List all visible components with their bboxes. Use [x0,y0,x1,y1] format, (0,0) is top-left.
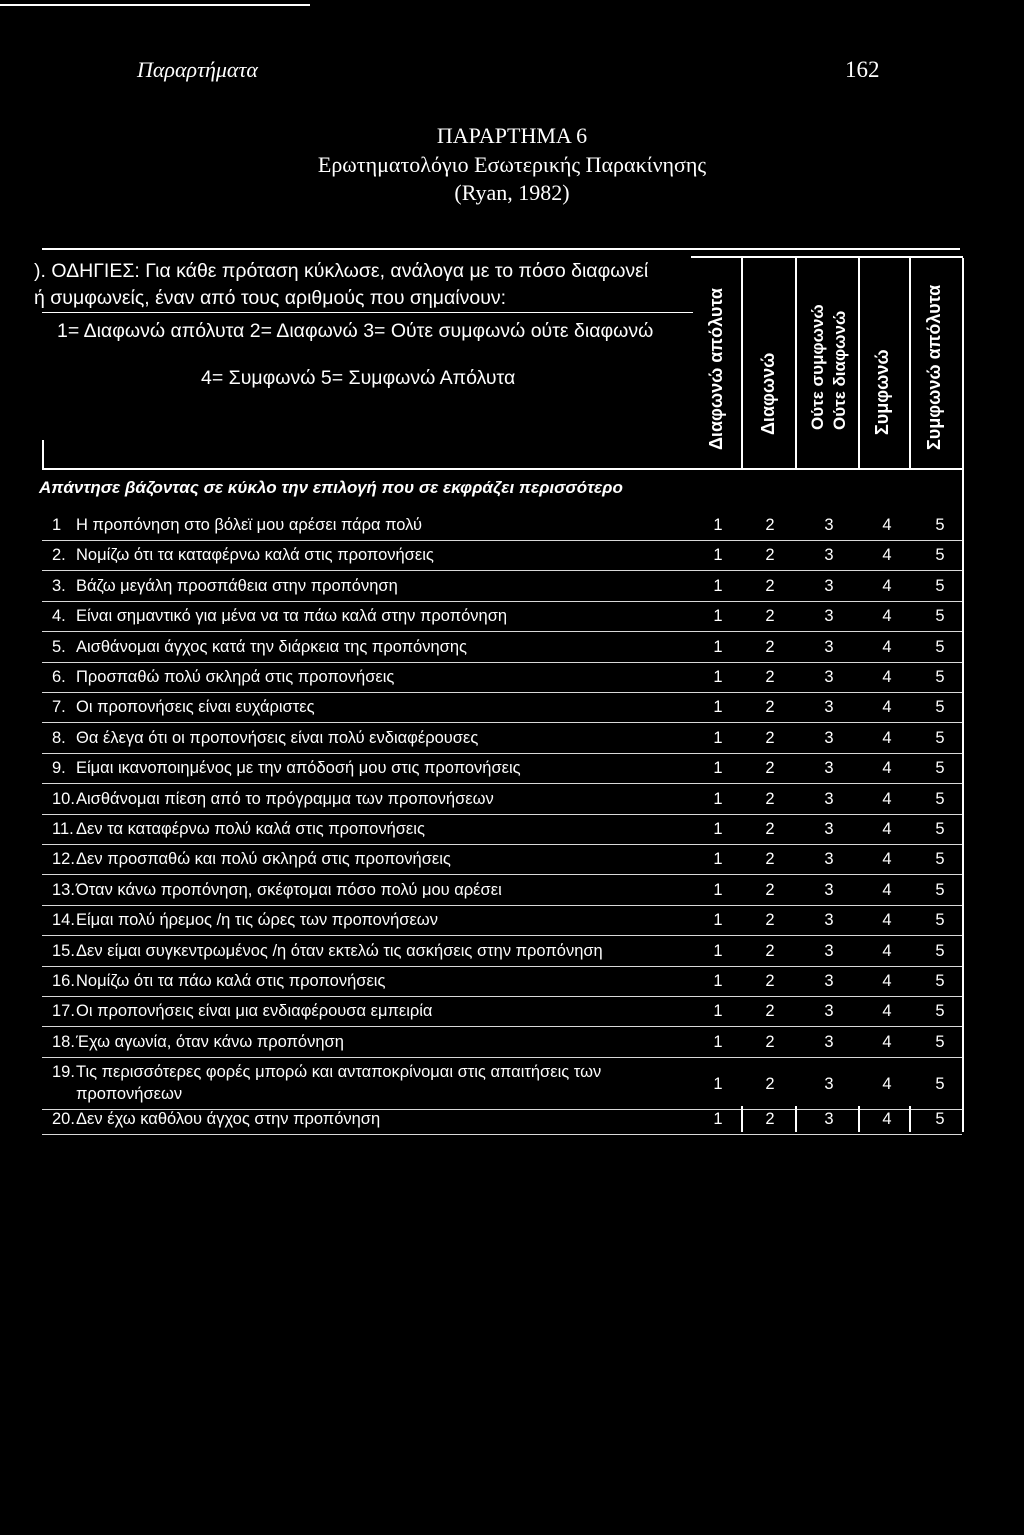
scale-option-3[interactable]: 3 [824,1075,834,1094]
row-divider [42,753,962,754]
scale-option-1[interactable]: 1 [713,820,723,838]
table-row [0,638,1024,668]
item-statement: Είμαι ικανοποιημένος με την απόδοσή μου στις προπονήσεις [76,759,521,778]
page-number: 162 [845,57,880,82]
item-number: 20. [52,1109,75,1128]
scale-option-5[interactable]: 5 [935,759,945,778]
item-number: 11. [52,820,74,838]
item-statement: Οι προπονήσεις είναι μια ενδιαφέρουσα εμπειρία [76,1002,433,1021]
scale-option-3[interactable]: 3 [824,972,834,990]
right-border [962,468,964,510]
row-divider [42,540,962,541]
table-row [0,607,1024,637]
row-divider [42,783,962,784]
scale-option-4[interactable]: 4 [882,1109,892,1128]
table-row [0,911,1024,941]
column-header-strongly-disagree: Διαφωνώ απόλυτα [706,288,726,450]
item-number: 2. [52,546,66,565]
last-row-column-divider [858,1106,860,1132]
scale-option-4[interactable]: 4 [882,972,892,990]
scale-option-3[interactable]: 3 [824,789,834,808]
scale-option-4[interactable]: 4 [882,880,892,899]
item-number: 13. [52,880,75,899]
scale-option-1[interactable]: 1 [713,516,723,534]
row-divider [42,996,962,997]
column-header-bottom-rule [42,468,962,470]
column-header-disagree: Διαφωνώ [758,352,778,435]
scale-legend-line-2: 4= Συμφωνώ 5= Συμφωνώ Απόλυτα [201,367,516,389]
scale-option-4[interactable]: 4 [882,1075,892,1094]
scale-option-2[interactable]: 2 [765,941,775,960]
scale-option-3[interactable]: 3 [824,941,834,960]
scale-option-4[interactable]: 4 [882,820,892,838]
scale-option-1[interactable]: 1 [713,1075,723,1094]
table-row [0,942,1024,972]
item-number: 7. [52,698,66,717]
scale-option-3[interactable]: 3 [824,911,834,930]
scale-option-3[interactable]: 3 [824,759,834,778]
column-header-strongly-agree: Συμφωνώ απόλυτα [924,284,944,450]
scale-option-5[interactable]: 5 [935,972,945,990]
item-number: 12. [52,850,75,869]
item-statement: Τις περισσότερες φορές μπορώ και ανταποκρίνομαι στις απαιτήσεις των [76,1063,602,1082]
scale-option-3[interactable]: 3 [824,516,834,534]
item-number: 15. [52,941,75,960]
scale-option-3[interactable]: 3 [824,820,834,838]
row-divider [42,662,962,663]
scale-legend-line-1: 1= Διαφωνώ απόλυτα 2= Διαφωνώ 3= Ούτε συμφωνώ ούτε διαφωνώ [57,320,654,342]
scale-option-5[interactable]: 5 [935,1075,945,1094]
item-number: 19. [52,1063,75,1082]
scale-option-4[interactable]: 4 [882,759,892,778]
scale-option-1[interactable]: 1 [713,1109,723,1128]
scale-option-4[interactable]: 4 [882,941,892,960]
scale-option-4[interactable]: 4 [882,668,892,686]
row-divider [42,874,962,875]
column-header-neutral-line-2: Ούτε διαφωνώ [830,310,849,430]
scale-option-5[interactable]: 5 [935,1002,945,1021]
item-statement: Είναι σημαντικό για μένα να τα πάω καλά στην προπόνηση [76,607,508,626]
scale-option-4[interactable]: 4 [882,1032,892,1051]
item-statement: Δεν προσπαθώ και πολύ σκληρά στις προπονήσεις [76,850,451,869]
scale-option-1[interactable]: 1 [713,880,723,899]
scale-option-4[interactable]: 4 [882,728,892,747]
scale-option-1[interactable]: 1 [713,607,723,626]
scale-option-2[interactable]: 2 [765,516,775,534]
last-row-column-divider [909,1106,911,1132]
scale-option-5[interactable]: 5 [935,698,945,717]
column-header-neutral-line-1: Ούτε συμφωνώ [808,304,827,430]
instructions-line-2: ή συμφωνείς, έναν από τους αριθμούς που σημαίνουν: [34,287,507,309]
column-divider [858,258,860,468]
row-divider [42,722,962,723]
scale-option-5[interactable]: 5 [935,789,945,808]
scale-option-2[interactable]: 2 [765,911,775,930]
left-margin-line [42,440,44,470]
scale-option-5[interactable]: 5 [935,546,945,565]
appendix-title: ΠΑΡΑΡΤΗΜΑ 6 [436,123,588,148]
scale-option-2[interactable]: 2 [765,728,775,747]
scale-option-1[interactable]: 1 [713,576,723,595]
table-row [0,546,1024,576]
scale-option-4[interactable]: 4 [882,576,892,595]
scale-option-3[interactable]: 3 [824,1002,834,1021]
row-divider [42,814,962,815]
scale-option-4[interactable]: 4 [882,850,892,869]
instructions-line-1: ). ΟΔΗΓΙΕΣ: Για κάθε πρόταση κύκλωσε, ανάλογα με το πόσο διαφωνεί [34,260,649,282]
scale-option-1[interactable]: 1 [713,1002,723,1021]
item-statement: Δεν τα καταφέρνω πολύ καλά στις προπονήσεις [76,820,425,838]
header-rule [42,248,960,250]
scale-option-2[interactable]: 2 [765,546,775,565]
item-number: 6. [52,668,66,686]
row-divider [42,1134,962,1135]
item-statement: Έχω αγωνία, όταν κάνω προπόνηση [76,1032,344,1051]
scale-option-5[interactable]: 5 [935,1109,945,1128]
item-statement: Νομίζω ότι τα πάω καλά στις προπονήσεις [76,972,386,990]
scale-option-2[interactable]: 2 [765,1109,775,1128]
item-statement: Η προπόνηση στο βόλεϊ μου αρέσει πάρα πολύ [76,516,423,534]
scale-option-3[interactable]: 3 [824,546,834,565]
item-statement: Δεν είμαι συγκεντρωμένος /η όταν εκτελώ τις ασκήσεις στην προπόνηση [76,941,603,960]
scale-option-3[interactable]: 3 [824,576,834,595]
scale-option-2[interactable]: 2 [765,1075,775,1094]
item-statement: Θα έλεγα ότι οι προπονήσεις είναι πολύ ενδιαφέρουσες [76,728,479,747]
citation: (Ryan, 1982) [454,180,570,205]
scale-option-1[interactable]: 1 [713,789,723,808]
scale-option-5[interactable]: 5 [935,880,945,899]
scale-option-2[interactable]: 2 [765,820,775,838]
scale-option-5[interactable]: 5 [935,1032,945,1051]
row-divider [42,692,962,693]
item-statement: Προσπαθώ πολύ σκληρά στις προπονήσεις [76,668,395,686]
top-rule [0,4,310,6]
item-number: 5. [52,637,66,656]
item-statement: Νομίζω ότι τα καταφέρνω καλά στις προπονήσεις [76,546,434,565]
table-row [0,1110,1024,1140]
scale-option-4[interactable]: 4 [882,911,892,930]
table-row [0,577,1024,607]
scale-option-3[interactable]: 3 [824,1032,834,1051]
scale-option-2[interactable]: 2 [765,637,775,656]
answer-prompt: Απάντησε βάζοντας σε κύκλο την επιλογή που σε εκφράζει περισσότερο [39,478,623,497]
column-divider [741,258,743,468]
scale-option-1[interactable]: 1 [713,698,723,717]
item-number: 4. [52,607,66,626]
column-divider [909,258,911,468]
table-row [0,790,1024,820]
table-row [0,668,1024,698]
item-statement-continued: προπονήσεων [76,1085,183,1104]
scale-option-1[interactable]: 1 [713,728,723,747]
scale-option-1[interactable]: 1 [713,972,723,990]
table-row [0,1063,1024,1104]
scale-option-4[interactable]: 4 [882,637,892,656]
item-number: 14. [52,911,75,930]
scale-option-1[interactable]: 1 [713,637,723,656]
item-statement: Δεν έχω καθόλου άγχος στην προπόνηση [76,1109,381,1128]
scale-option-1[interactable]: 1 [713,941,723,960]
scale-option-3[interactable]: 3 [824,668,834,686]
item-number: 18. [52,1032,75,1051]
row-divider [42,905,962,906]
last-row-column-divider [795,1106,797,1132]
scale-option-4[interactable]: 4 [882,1002,892,1021]
table-row [0,729,1024,759]
table-row [0,972,1024,1002]
scale-option-4[interactable]: 4 [882,607,892,626]
item-number: 17. [52,1002,75,1021]
scale-option-3[interactable]: 3 [824,850,834,869]
scale-option-5[interactable]: 5 [935,668,945,686]
scale-option-4[interactable]: 4 [882,789,892,808]
item-number: 9. [52,759,66,778]
scale-option-1[interactable]: 1 [713,911,723,930]
item-statement: Όταν κάνω προπόνηση, σκέφτομαι πόσο πολύ μου αρέσει [76,880,502,899]
item-number: 1 [52,516,62,534]
scale-option-3[interactable]: 3 [824,698,834,717]
scale-option-5[interactable]: 5 [935,637,945,656]
row-divider [42,966,962,967]
scale-option-1[interactable]: 1 [713,1032,723,1051]
scale-option-1[interactable]: 1 [713,759,723,778]
scale-option-5[interactable]: 5 [935,576,945,595]
table-row [0,881,1024,911]
column-header-top-rule [691,256,963,258]
scale-option-2[interactable]: 2 [765,789,775,808]
scale-option-5[interactable]: 5 [935,820,945,838]
table-row [0,1033,1024,1063]
scale-option-5[interactable]: 5 [935,607,945,626]
scale-option-2[interactable]: 2 [765,880,775,899]
scale-option-5[interactable]: 5 [935,516,945,534]
table-row [0,516,1024,546]
scale-option-3[interactable]: 3 [824,728,834,747]
row-divider [42,844,962,845]
scale-option-1[interactable]: 1 [713,546,723,565]
row-divider [42,601,962,602]
table-right-border [962,510,964,1132]
row-divider [42,631,962,632]
scale-option-2[interactable]: 2 [765,850,775,869]
row-divider [42,935,962,936]
scale-option-4[interactable]: 4 [882,698,892,717]
questionnaire-title: Ερωτηματολόγιο Εσωτερικής Παρακίνησης [317,152,707,177]
scale-option-5[interactable]: 5 [935,941,945,960]
row-divider [42,1057,962,1058]
instructions-underline [42,312,693,313]
table-row [0,759,1024,789]
scale-option-3[interactable]: 3 [824,880,834,899]
row-divider [42,1026,962,1027]
scale-option-4[interactable]: 4 [882,546,892,565]
last-row-column-divider [741,1106,743,1132]
column-divider [962,258,964,468]
item-number: 10. [52,789,75,808]
row-divider [42,570,962,571]
scale-option-2[interactable]: 2 [765,1002,775,1021]
scale-option-2[interactable]: 2 [765,972,775,990]
item-statement: Είμαι πολύ ήρεμος /η τις ώρες των προπονήσεων [76,911,438,930]
scale-option-3[interactable]: 3 [824,607,834,626]
running-header: Παραρτήματα [137,57,258,82]
scale-option-5[interactable]: 5 [935,850,945,869]
scale-option-2[interactable]: 2 [765,698,775,717]
scale-option-2[interactable]: 2 [765,668,775,686]
scale-option-2[interactable]: 2 [765,1032,775,1051]
item-statement: Βάζω μεγάλη προσπάθεια στην προπόνηση [76,576,398,595]
item-number: 8. [52,728,66,747]
scale-option-4[interactable]: 4 [882,516,892,534]
column-header-agree: Συμφωνώ [872,349,892,435]
item-number: 3. [52,576,66,595]
scale-option-3[interactable]: 3 [824,1109,834,1128]
item-number: 16. [52,972,75,990]
scale-option-1[interactable]: 1 [713,668,723,686]
scale-option-3[interactable]: 3 [824,637,834,656]
scale-option-1[interactable]: 1 [713,850,723,869]
table-row [0,850,1024,880]
scale-option-5[interactable]: 5 [935,911,945,930]
item-statement: Αισθάνομαι άγχος κατά την διάρκεια της προπόνησης [76,637,467,656]
table-row [0,1002,1024,1032]
table-row [0,820,1024,850]
item-statement: Αισθάνομαι πίεση από το πρόγραμμα των προπονήσεων [76,789,494,808]
scale-option-2[interactable]: 2 [765,607,775,626]
item-statement: Οι προπονήσεις είναι ευχάριστες [76,698,315,717]
scale-option-5[interactable]: 5 [935,728,945,747]
scale-option-2[interactable]: 2 [765,576,775,595]
table-row [0,698,1024,728]
scale-option-2[interactable]: 2 [765,759,775,778]
column-divider [795,258,797,468]
